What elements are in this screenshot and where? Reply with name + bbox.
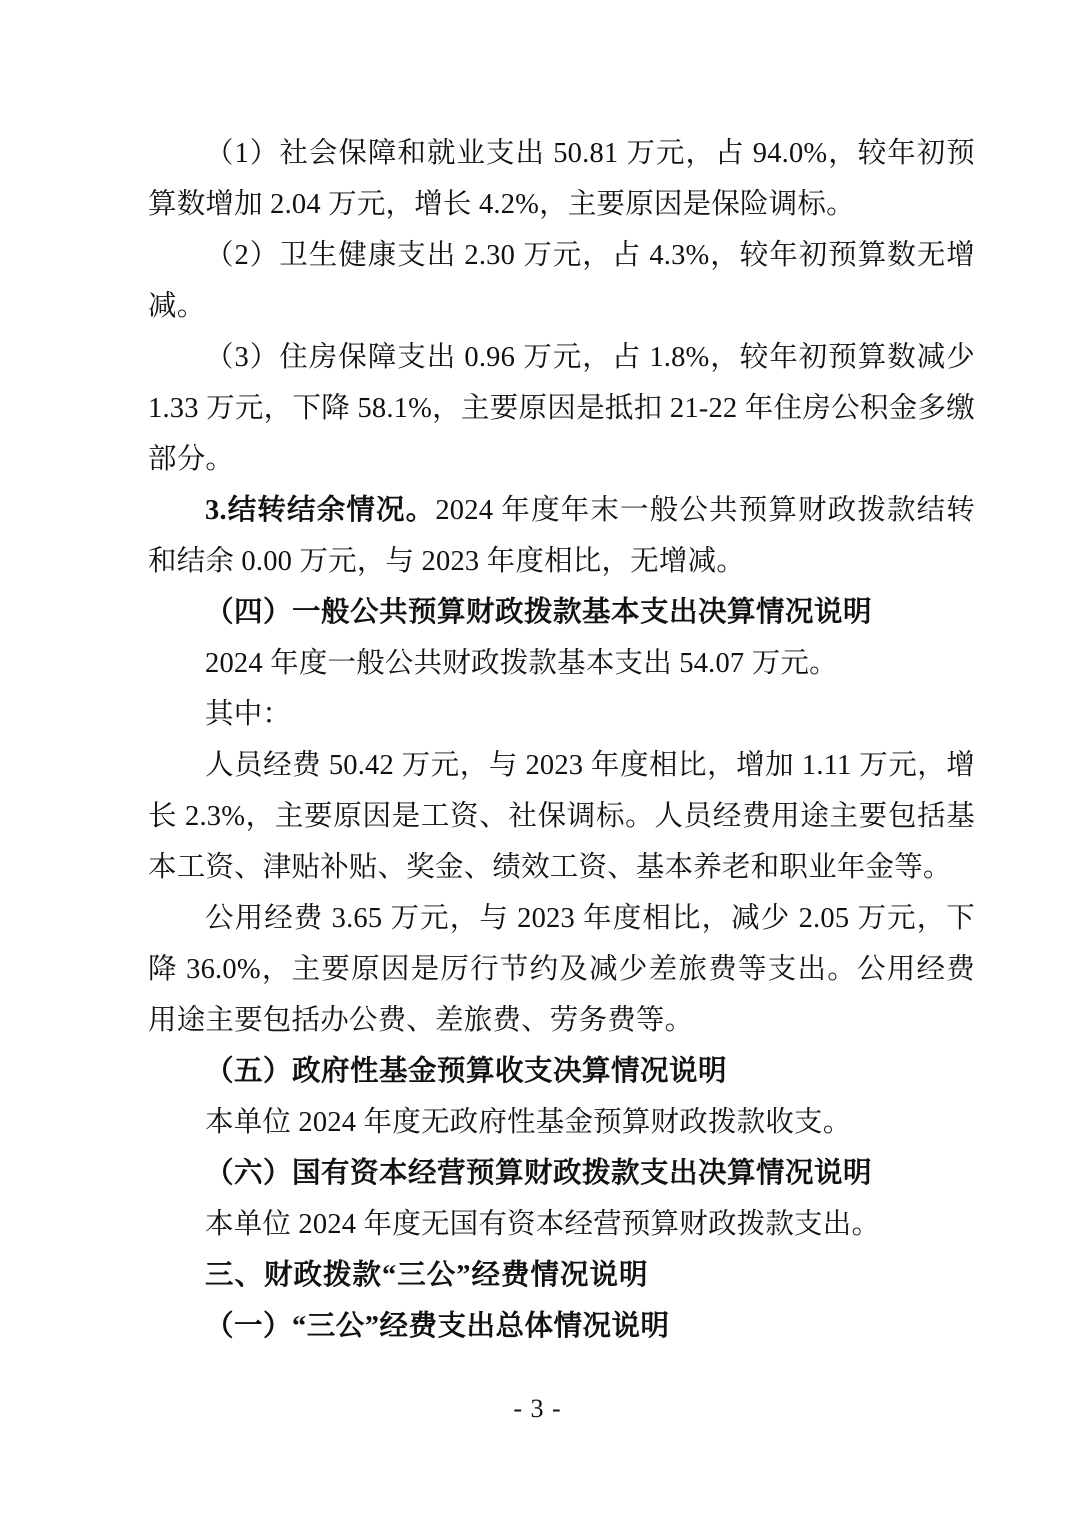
heading-section-five: （五）政府性基金预算收支决算情况说明 bbox=[205, 1056, 728, 1087]
heading-section-four: （四）一般公共预算财政拨款基本支出决算情况说明 bbox=[205, 597, 873, 628]
paragraph-social-security-expenditure: （1）社会保障和就业支出 50.81 万元，占 94.0%，较年初预算数增加 2.04 万元，增长 4.2%，主要原因是保险调标。 bbox=[148, 138, 975, 220]
heading-three-public-overall: （一）“三公”经费支出总体情况说明 bbox=[205, 1311, 670, 1342]
heading-section-six: （六）国有资本经营预算财政拨款支出决算情况说明 bbox=[205, 1158, 873, 1189]
paragraph-among-which: 其中： bbox=[205, 699, 292, 730]
paragraph-housing-expenditure: （3）住房保障支出 0.96 万元，占 1.8%，较年初预算数减少 1.33 万元，下降 58.1%，主要原因是抵扣 21-22 年住房公积金多缴部分。 bbox=[148, 342, 975, 475]
paragraph-carryover-balance bbox=[148, 485, 975, 587]
document-body bbox=[148, 128, 975, 1352]
page-number: - 3 - bbox=[513, 1394, 562, 1423]
paragraph-personnel-expenses: 人员经费 50.42 万元，与 2023 年度相比，增加 1.11 万元，增长 2.3%，主要原因是工资、社保调标。人员经费用途主要包括基本工资、津贴补贴、奖金、绩效工资、基本养老和职业年金等。 bbox=[148, 750, 975, 883]
paragraph-government-fund-budget: 本单位 2024 年度无政府性基金预算财政拨款收支。 bbox=[205, 1107, 852, 1138]
paragraph-carryover-balance-lead: 3.结转结余情况。 bbox=[205, 495, 436, 526]
paragraph-basic-expenditure-total: 2024 年度一般公共财政拨款基本支出 54.07 万元。 bbox=[205, 648, 838, 679]
paragraph-public-expenses: 公用经费 3.65 万元，与 2023 年度相比，减少 2.05 万元，下降 36.0%，主要原因是厉行节约及减少差旅费等支出。公用经费用途主要包括办公费、差旅费、劳务费等。 bbox=[148, 903, 975, 1036]
paragraph-carryover-balance-text: 2024 年度年末一般公共预算财政拨款结转和结余 0.00 万元，与 2023 年度相比，无增减。 bbox=[148, 495, 975, 577]
paragraph-state-capital-budget: 本单位 2024 年度无国有资本经营预算财政拨款支出。 bbox=[205, 1209, 881, 1240]
paragraph-health-expenditure: （2）卫生健康支出 2.30 万元，占 4.3%，较年初预算数无增减。 bbox=[148, 240, 975, 322]
heading-section-three: 三、财政拨款“三公”经费情况说明 bbox=[205, 1260, 649, 1291]
